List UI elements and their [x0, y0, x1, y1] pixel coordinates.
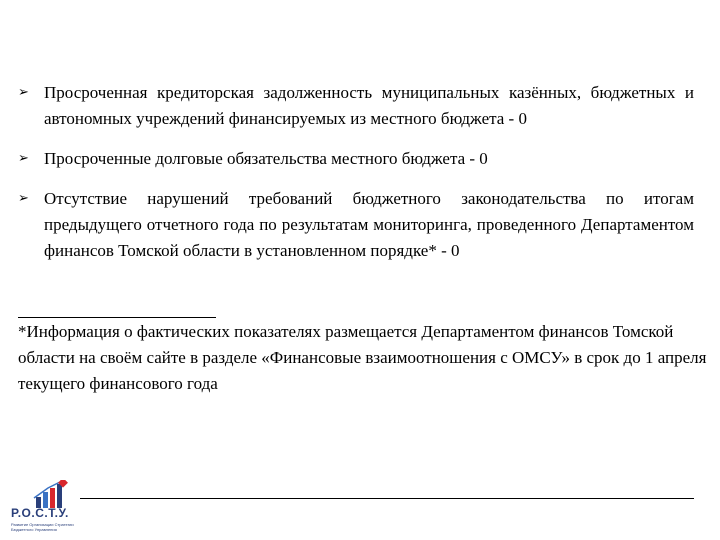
arrow-bullet-icon: ➢	[18, 85, 29, 100]
bullet-text: Просроченная кредиторская задолженность муниципальных казённых, бюджетных и автономных учреждений финансируемых из местного бюджета - 0	[44, 83, 694, 128]
bullet-item	[18, 186, 694, 264]
footnote-text: *Информация о фактических показателях размещается Департаментом финансов Томской области на своём сайте в разделе «Финансовые взаимоотношения с ОМСУ» в срок до 1 апреля текущего финансового года	[18, 322, 707, 393]
bullet-text: Просроченные долговые обязательства местного бюджета - 0	[44, 149, 488, 168]
bullet-list	[18, 80, 694, 264]
arrow-bullet-icon: ➢	[18, 151, 29, 166]
logo-subtitle: Развитие Организации Стратегии Бюджетного Управления	[11, 522, 74, 532]
bullet-item	[18, 146, 694, 172]
arrow-bullet-icon: ➢	[18, 191, 29, 206]
bottom-divider	[80, 498, 694, 499]
footnote-divider	[18, 317, 216, 318]
logo-name: Р.О.С.Т.У.	[11, 506, 69, 520]
bullet-text: Отсутствие нарушений требований бюджетного законодательства по итогам предыдущего отчетного года по результатам мониторинга, проведенного Департаментом финансов Томской области в установленном порядке* - 0	[44, 189, 694, 260]
bullet-item	[18, 80, 694, 132]
rostu-logo	[8, 480, 83, 536]
